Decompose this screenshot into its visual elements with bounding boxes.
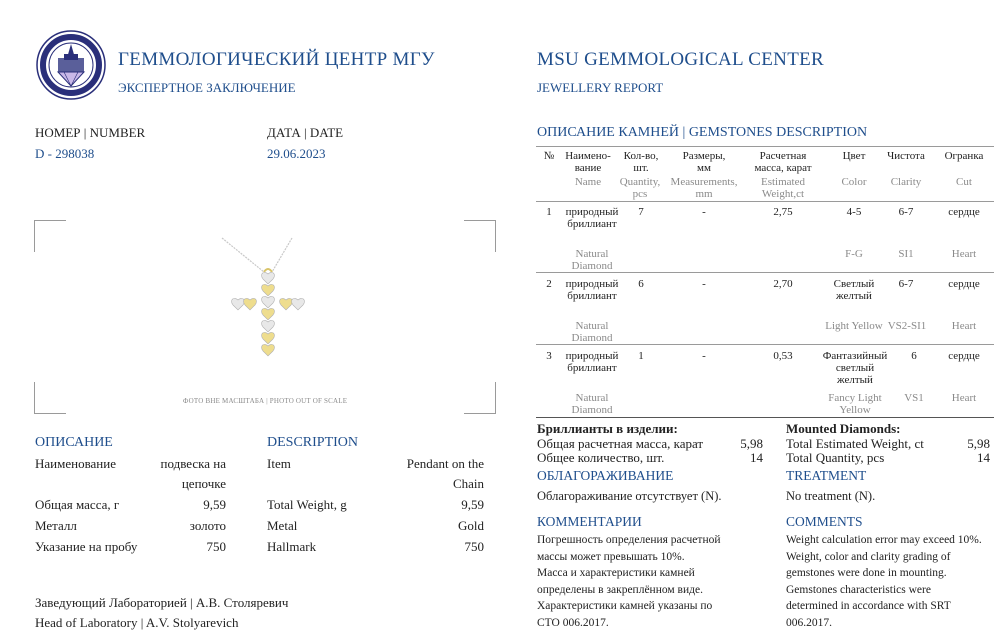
row2-meas: -	[702, 278, 706, 290]
mounted-heading-en: Mounted Diamonds:	[786, 421, 901, 436]
col-header-cut: Огранка	[944, 150, 984, 162]
comments-text-en: Weight calculation error may exceed 10%. Weight, color and clarity grading of gemstones were done in mounting. Gemstones characteristics were determined in accordance with SRT 006.2017.	[786, 534, 982, 629]
photo-caption: ФОТО ВНЕ МАСШТАБА | PHOTO OUT OF SCALE	[182, 397, 348, 405]
table-rule	[536, 417, 994, 418]
title-en: MSU GEMMOLOGICAL CENTER	[537, 49, 824, 70]
item-value-en-2: Chain	[452, 476, 484, 491]
metal-label-ru: Металл	[35, 518, 77, 533]
col-header-clarity-en: Clarity	[890, 176, 922, 188]
mounted-weight-label-en: Total Estimated Weight, ct	[786, 436, 924, 451]
col-header-cut-en: Cut	[956, 176, 972, 188]
hallmark-value-ru: 750	[206, 539, 226, 554]
subtitle-ru: ЭКСПЕРТНОЕ ЗАКЛЮЧЕНИЕ	[118, 80, 296, 95]
mounted-qty-label-ru: Общее количество, шт.	[537, 450, 665, 465]
metal-value-en: Gold	[458, 518, 484, 533]
date-value: 29.06.2023	[267, 146, 326, 161]
weight-label-en: Total Weight, g	[267, 497, 347, 512]
photo-frame	[34, 220, 496, 414]
row3-name-en: Natural Diamond	[571, 392, 613, 416]
row1-color-en: F-G	[845, 248, 863, 260]
description-heading-ru: ОПИСАНИЕ	[35, 435, 113, 450]
row1-cut-en: Heart	[951, 248, 977, 260]
row2-qty: 6	[638, 278, 644, 290]
metal-label-en: Metal	[267, 518, 298, 533]
hallmark-label-ru: Указание на пробу	[35, 539, 138, 554]
row3-clarity-ru: 6	[911, 350, 917, 362]
row1-no: 1	[546, 206, 552, 218]
comments-heading-en: COMMENTS	[786, 514, 863, 529]
date-label: ДАТА | DATE	[267, 125, 344, 140]
row3-color-ru: Фантазийный светлый желтый	[822, 350, 888, 386]
col-header-no: №	[543, 150, 555, 162]
gemstones-heading: ОПИСАНИЕ КАМНЕЙ | GEMSTONES DESCRIPTION	[537, 125, 868, 140]
row1-qty: 7	[638, 206, 644, 218]
mounted-weight-label-ru: Общая расчетная масса, карат	[537, 436, 704, 451]
row3-meas: -	[702, 350, 706, 362]
row1-clarity-ru: 6-7	[898, 206, 914, 218]
col-header-name: Наимено- вание	[565, 150, 611, 174]
col-header-weight: Расчетная масса, карат	[754, 150, 812, 174]
comments-heading-ru: КОММЕНТАРИИ	[537, 514, 642, 529]
item-label-en: Item	[267, 456, 291, 471]
item-value-ru-2: цепочке	[181, 476, 226, 491]
signature-ru: Заведующий Лабораторией | А.В. Столяревич	[35, 595, 289, 610]
table-rule	[536, 272, 994, 273]
row2-clarity-ru: 6-7	[898, 278, 914, 290]
msu-logo	[36, 30, 106, 100]
row3-no: 3	[546, 350, 552, 362]
row2-name-ru: природный бриллиант	[565, 278, 619, 302]
metal-value-ru: золото	[189, 518, 226, 533]
signature-en: Head of Laboratory | A.V. Stolyarevich	[35, 615, 239, 630]
row3-cut-en: Heart	[951, 392, 977, 404]
row3-weight: 0,53	[773, 350, 793, 362]
row3-clarity-en: VS1	[904, 392, 924, 404]
mounted-heading-ru: Бриллианты в изделии:	[537, 421, 678, 436]
row1-color-ru: 4-5	[846, 206, 862, 218]
row1-weight: 2,75	[773, 206, 793, 218]
item-value-en-1: Pendant on the	[406, 456, 484, 471]
row3-cut-ru: сердце	[948, 350, 980, 362]
treatment-text-ru: Облагораживание отсутствует (N).	[537, 489, 722, 503]
number-label: НОМЕР | NUMBER	[35, 125, 146, 140]
item-label-ru: Наименование	[35, 456, 116, 471]
col-header-meas-en: Measurements, mm	[670, 176, 738, 200]
comments-text-ru: Погрешность определения расчетной массы может превышать 10%. Масса и характеристики камней определены в закреплённом виде. Характеристики камней указаны по СТО 006.2017.	[537, 534, 721, 629]
row2-cut-en: Heart	[951, 320, 977, 332]
hallmark-label-en: Hallmark	[267, 539, 317, 554]
row1-name-ru: природный бриллиант	[565, 206, 619, 230]
row1-clarity-en: SI1	[898, 248, 914, 260]
col-header-clarity: Чистота	[887, 150, 925, 162]
mounted-qty-value-en: 14	[977, 450, 990, 465]
row2-weight: 2,70	[773, 278, 793, 290]
col-header-weight-en: Estimated Weight,ct	[761, 176, 805, 200]
col-header-qty-en: Quantity, pcs	[619, 176, 661, 200]
treatment-text-en: No treatment (N).	[786, 489, 876, 503]
mounted-qty-value-ru: 14	[750, 450, 763, 465]
row1-cut-ru: сердце	[948, 206, 980, 218]
mounted-qty-label-en: Total Quantity, pcs	[786, 450, 885, 465]
row1-meas: -	[702, 206, 706, 218]
row2-color-en: Light Yellow	[825, 320, 883, 332]
treatment-heading-en: TREATMENT	[786, 468, 867, 483]
item-value-ru-1: подвеска на	[160, 456, 226, 471]
table-rule	[536, 201, 994, 202]
hallmark-value-en: 750	[464, 539, 484, 554]
row2-no: 2	[546, 278, 552, 290]
row2-color-ru: Светлый желтый	[833, 278, 875, 302]
row3-qty: 1	[638, 350, 644, 362]
table-rule	[536, 344, 994, 345]
row1-name-en: Natural Diamond	[571, 248, 613, 272]
weight-label-ru: Общая масса, г	[35, 497, 120, 512]
subtitle-en: JEWELLERY REPORT	[537, 80, 664, 95]
col-header-name-en: Name	[574, 176, 602, 188]
mounted-weight-value-ru: 5,98	[740, 436, 763, 451]
weight-value-en: 9,59	[461, 497, 484, 512]
number-value: D - 298038	[35, 146, 95, 161]
col-header-color: Цвет	[842, 150, 866, 162]
row2-cut-ru: сердце	[948, 278, 980, 290]
col-header-color-en: Color	[841, 176, 867, 188]
col-header-qty: Кол-во, шт.	[623, 150, 659, 174]
title-ru: ГЕММОЛОГИЧЕСКИЙ ЦЕНТР МГУ	[118, 49, 435, 70]
treatment-heading-ru: ОБЛАГОРАЖИВАНИЕ	[537, 468, 674, 483]
col-header-meas: Размеры, мм	[682, 150, 726, 174]
pendant-image	[214, 234, 324, 384]
row3-color-en: Fancy Light Yellow	[828, 392, 882, 416]
row2-name-en: Natural Diamond	[571, 320, 613, 344]
mounted-weight-value-en: 5,98	[967, 436, 990, 451]
row2-clarity-en: VS2-SI1	[887, 320, 927, 332]
weight-value-ru: 9,59	[203, 497, 226, 512]
row3-name-ru: природный бриллиант	[565, 350, 619, 374]
description-heading-en: DESCRIPTION	[267, 435, 359, 450]
table-rule	[536, 146, 994, 147]
